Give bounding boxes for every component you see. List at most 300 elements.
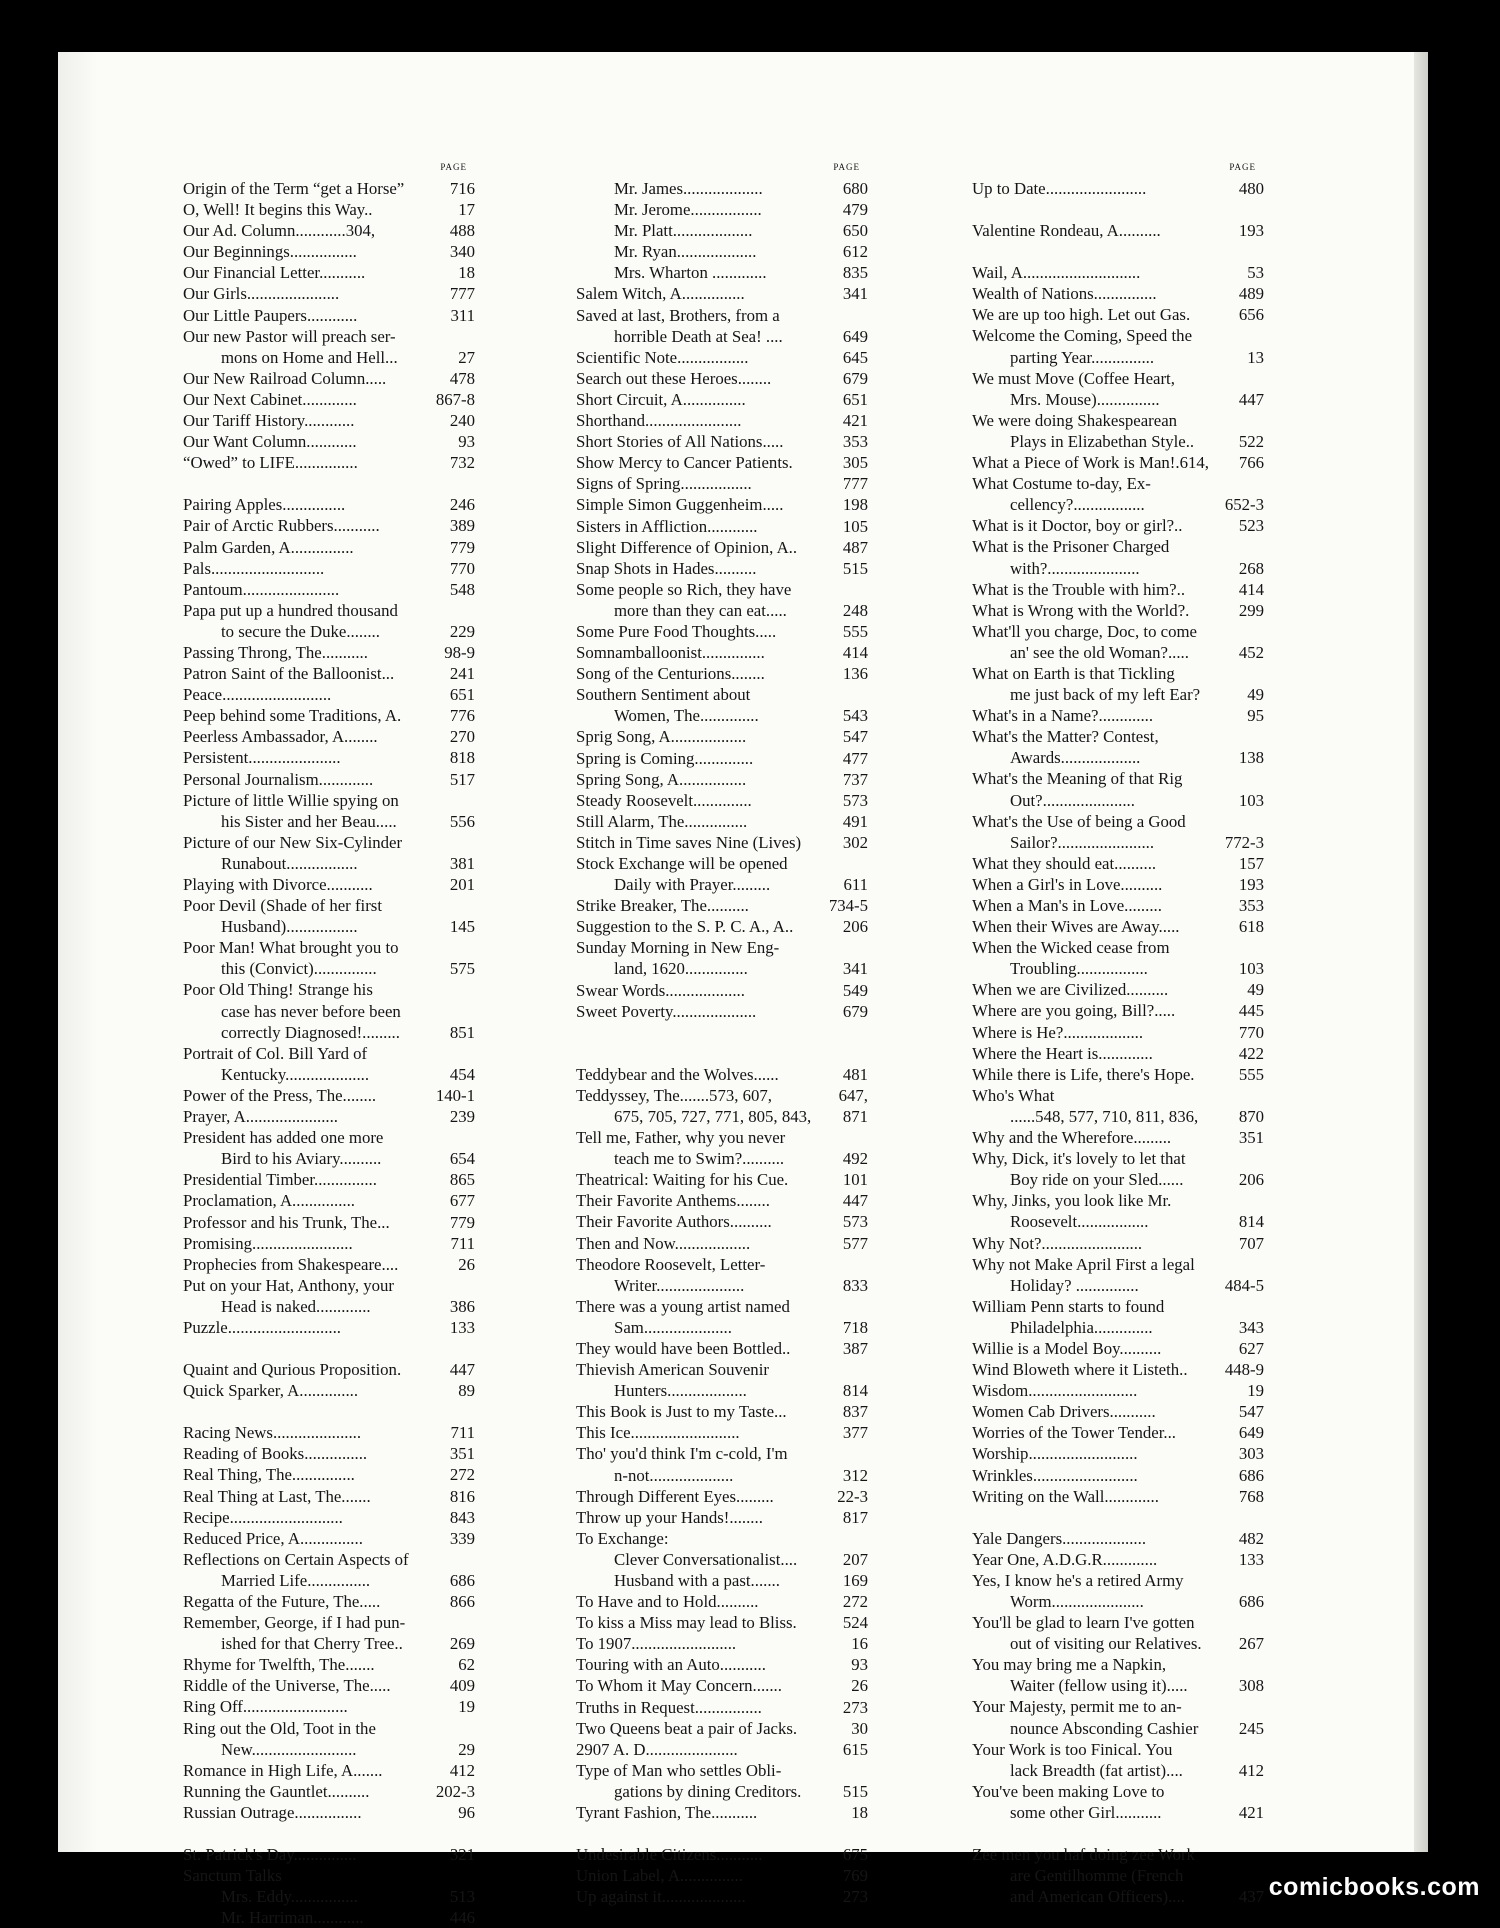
entry-title: What a Piece of Work is Man!.614, xyxy=(972,453,1209,473)
entry-title: Wail, A............................ xyxy=(972,263,1141,283)
entry-title: Willie is a Model Boy.......... xyxy=(972,1338,1162,1358)
entry-title: Search out these Heroes........ xyxy=(576,368,772,388)
index-entry xyxy=(183,410,475,431)
entry-title: Stitch in Time saves Nine (Lives) xyxy=(576,832,802,852)
entry-title: Their Favorite Anthems........ xyxy=(576,1191,770,1211)
entry-title: Union Label, A............... xyxy=(576,1866,743,1886)
entry-title: Touring with an Auto........... xyxy=(576,1655,766,1675)
entry-page-number: 202-3 xyxy=(435,1781,475,1801)
entry-title: We are up too high. Let out Gas. xyxy=(972,305,1191,325)
entry-title: This Ice.......................... xyxy=(576,1423,740,1443)
entry-title: Up to Date........................ xyxy=(972,179,1147,198)
index-entry xyxy=(972,979,1264,1000)
entry-title: What is it Doctor, boy or girl?.. xyxy=(972,516,1183,536)
entry-title: Theatrical: Waiting for his Cue. xyxy=(576,1170,789,1190)
index-entry xyxy=(576,1148,868,1169)
index-entry xyxy=(972,1886,1264,1907)
index-entry xyxy=(183,220,475,241)
index-entry xyxy=(576,410,868,431)
entry-title: Mr. Ryan................... xyxy=(614,242,757,262)
entry-title: correctly Diagnosed!......... xyxy=(221,1022,400,1042)
index-entry xyxy=(576,1570,868,1591)
index-entry xyxy=(576,832,868,853)
entry-title: Married Life............... xyxy=(221,1570,371,1590)
index-entry xyxy=(183,1127,475,1148)
entry-title: Southern Sentiment about xyxy=(576,685,751,705)
entry-title: Our Beginnings................ xyxy=(183,242,357,262)
entry-page-number: 340 xyxy=(449,242,475,262)
entry-page-number: 814 xyxy=(1238,1212,1264,1232)
entry-page-number: 770 xyxy=(1238,1022,1264,1042)
entry-title: Show Mercy to Cancer Patients. xyxy=(576,453,793,473)
index-entry xyxy=(183,1654,475,1675)
entry-title: Head is naked............. xyxy=(221,1296,371,1316)
entry-page-number: 302 xyxy=(842,832,868,852)
entry-page-number: 321 xyxy=(449,1845,475,1865)
entry-title: William Penn starts to found xyxy=(972,1296,1165,1316)
index-entry xyxy=(972,347,1264,368)
entry-page-number: 101 xyxy=(842,1170,868,1190)
index-entry xyxy=(183,747,475,768)
index-column-2 xyxy=(576,160,868,1907)
index-entry xyxy=(183,895,475,916)
entry-title: Thievish American Souvenir xyxy=(576,1360,769,1380)
index-entry xyxy=(972,1591,1264,1612)
index-entry xyxy=(576,1739,868,1760)
entry-title: Where the Heart is............. xyxy=(972,1043,1153,1063)
entry-page-number: 138 xyxy=(1238,748,1264,768)
entry-title: Why and the Wherefore......... xyxy=(972,1128,1172,1148)
entry-title: Slight Difference of Opinion, A.. xyxy=(576,537,798,557)
index-entry xyxy=(972,1085,1264,1106)
entry-title: Peerless Ambassador, A........ xyxy=(183,727,378,747)
entry-page-number: 447 xyxy=(1238,389,1264,409)
index-entry xyxy=(183,368,475,389)
entry-title: What Costume to-day, Ex- xyxy=(972,474,1151,494)
entry-title: O, Well! It begins this Way.. xyxy=(183,200,373,220)
entry-page-number: 818 xyxy=(449,748,475,768)
entry-title: Persistent...................... xyxy=(183,748,341,768)
entry-title: nounce Absconding Cashier xyxy=(1010,1718,1199,1738)
entry-page-number: 479 xyxy=(842,200,868,220)
entry-title: Poor Devil (Shade of her first xyxy=(183,896,382,916)
entry-title: You'll be glad to learn I've gotten xyxy=(972,1613,1195,1633)
entry-title: Picture of our New Six-Cylinder xyxy=(183,832,403,852)
index-entry xyxy=(576,1865,868,1886)
entry-page-number: 145 xyxy=(449,917,475,937)
index-entry xyxy=(183,1486,475,1507)
entry-page-number: 13 xyxy=(1247,347,1264,367)
index-entry xyxy=(576,558,868,579)
entry-title: Proclamation, A............... xyxy=(183,1191,355,1211)
index-entry xyxy=(972,431,1264,452)
entry-title: Our Ad. Column............304, xyxy=(183,221,376,241)
entry-page-number: 299 xyxy=(1238,600,1264,620)
entry-page-number: 686 xyxy=(1238,1592,1264,1611)
entry-page-number: 26 xyxy=(458,1254,475,1274)
entry-title: Peace.......................... xyxy=(183,685,332,705)
entry-title: This Book is Just to my Taste... xyxy=(576,1402,787,1422)
entry-page-number: 651 xyxy=(449,685,475,705)
entry-title: Recipe........................... xyxy=(183,1507,343,1527)
entry-title: To Have and to Hold.......... xyxy=(576,1592,759,1612)
entry-title: Pairing Apples............... xyxy=(183,495,346,515)
index-entry xyxy=(972,1190,1264,1211)
index-entry xyxy=(183,1380,475,1401)
index-entry xyxy=(183,431,475,452)
entry-title: Riddle of the Universe, The..... xyxy=(183,1676,391,1696)
entry-title: 675, 705, 727, 771, 805, 843, xyxy=(614,1106,812,1126)
entry-title: gations by dining Creditors. xyxy=(614,1781,802,1801)
entry-title: 2907 A. D...................... xyxy=(576,1739,738,1759)
index-entry xyxy=(576,958,868,979)
index-entry xyxy=(576,937,868,958)
page-column-header: PAGE xyxy=(1229,162,1256,172)
entry-page-number: 273 xyxy=(842,1697,868,1717)
index-entry xyxy=(576,1781,868,1802)
entry-title: Philadelphia.............. xyxy=(1010,1317,1153,1337)
entry-title: Where is He?................... xyxy=(972,1022,1144,1042)
index-entry xyxy=(576,1106,868,1127)
entry-page-number: 103 xyxy=(1238,790,1264,810)
entry-title: President has added one more xyxy=(183,1128,384,1148)
entry-gap xyxy=(183,1401,475,1422)
index-entry xyxy=(972,1675,1264,1696)
entry-title: Kentucky.................... xyxy=(221,1064,370,1084)
entry-title: What is Wrong with the World?. xyxy=(972,600,1190,620)
entry-title: Presidential Timber............... xyxy=(183,1170,377,1190)
index-entry xyxy=(576,537,868,558)
entry-title: Teddybear and the Wolves...... xyxy=(576,1064,779,1084)
entry-page-number: 680 xyxy=(842,179,868,198)
index-entry xyxy=(576,220,868,241)
entry-title: Sunday Morning in New Eng- xyxy=(576,938,780,958)
index-entry xyxy=(576,1275,868,1296)
index-entry xyxy=(183,1022,475,1043)
index-entry xyxy=(972,1528,1264,1549)
index-entry xyxy=(183,326,475,347)
entry-page-number: 412 xyxy=(449,1760,475,1780)
index-entry xyxy=(576,473,868,494)
entry-title: an' see the old Woman?..... xyxy=(1010,642,1189,662)
index-entry xyxy=(576,916,868,937)
entry-page-number: 611 xyxy=(843,875,868,895)
page-column-header: PAGE xyxy=(440,162,467,172)
entry-page-number: 240 xyxy=(449,411,475,431)
index-entry xyxy=(576,600,868,621)
index-entry xyxy=(972,1760,1264,1781)
index-entry xyxy=(183,537,475,558)
index-entry xyxy=(972,1359,1264,1380)
entry-page-number: 817 xyxy=(842,1507,868,1527)
entry-title: What'll you charge, Doc, to come xyxy=(972,621,1197,641)
index-entry xyxy=(576,663,868,684)
entry-title: Your Majesty, permit me to an- xyxy=(972,1697,1182,1717)
index-entry xyxy=(183,937,475,958)
index-entry xyxy=(576,452,868,473)
entry-title: Passing Throng, The........... xyxy=(183,642,368,662)
entry-page-number: 414 xyxy=(1238,579,1264,599)
index-entry xyxy=(576,1465,868,1486)
entry-page-number: 241 xyxy=(449,664,475,684)
index-entry xyxy=(183,305,475,326)
index-entry xyxy=(183,1212,475,1233)
index-entry xyxy=(972,874,1264,895)
entry-page-number: 814 xyxy=(842,1381,868,1401)
entry-title: Husband with a past....... xyxy=(614,1571,780,1590)
entry-title: What's the Matter? Contest, xyxy=(972,727,1159,747)
index-entry xyxy=(576,1233,868,1254)
index-entry xyxy=(972,1633,1264,1654)
entry-title: Valentine Rondeau, A.......... xyxy=(972,221,1161,241)
index-entry xyxy=(972,621,1264,642)
index-entry xyxy=(972,536,1264,557)
entry-page-number: 645 xyxy=(842,347,868,367)
entry-page-number: 575 xyxy=(449,959,475,979)
index-entry xyxy=(576,1380,868,1401)
entry-title: Puzzle........................... xyxy=(183,1317,342,1337)
entry-title: Sprig Song, A.................. xyxy=(576,727,747,747)
entry-title: Poor Man! What brought you to xyxy=(183,938,399,958)
entry-title: Strike Breaker, The.......... xyxy=(576,896,749,916)
index-entry xyxy=(576,178,868,199)
entry-page-number: 29 xyxy=(458,1739,475,1759)
index-entry xyxy=(972,1106,1264,1127)
entry-page-number: 414 xyxy=(842,643,868,663)
entry-title: Writing on the Wall............. xyxy=(972,1486,1159,1506)
entry-page-number: 615 xyxy=(842,1739,868,1759)
index-entry xyxy=(576,811,868,832)
entry-title: Poor Old Thing! Strange his xyxy=(183,980,373,1000)
entry-page-number: 239 xyxy=(449,1107,475,1127)
entry-page-number: 543 xyxy=(842,706,868,726)
entry-title: Tyrant Fashion, The........... xyxy=(576,1803,758,1823)
index-entry xyxy=(183,1359,475,1380)
entry-page-number: 649 xyxy=(842,326,868,346)
index-entry xyxy=(183,1169,475,1190)
entry-title: Year One, A.D.G.R............. xyxy=(972,1549,1158,1569)
entry-page-number: 555 xyxy=(842,621,868,641)
index-entry xyxy=(576,1169,868,1190)
entry-page-number: 515 xyxy=(842,558,868,578)
entry-title: Snap Shots in Hades.......... xyxy=(576,558,757,578)
entry-title: To 1907......................... xyxy=(576,1634,737,1654)
index-entry xyxy=(972,1739,1264,1760)
entry-page-number: 305 xyxy=(842,453,868,473)
index-entry xyxy=(183,1422,475,1443)
entry-page-number: 201 xyxy=(449,875,475,894)
index-entry xyxy=(972,1000,1264,1021)
entry-page-number: 343 xyxy=(1238,1317,1264,1337)
entry-page-number: 18 xyxy=(458,263,475,283)
entry-title: Sisters in Affliction............ xyxy=(576,516,758,536)
index-entry xyxy=(576,1612,868,1633)
index-entry xyxy=(183,1844,475,1865)
entry-title: Wisdom.......................... xyxy=(972,1381,1138,1401)
entry-page-number: 652-3 xyxy=(1224,495,1264,515)
entry-page-number: 193 xyxy=(1238,221,1264,241)
entry-title: Simple Simon Guggenheim..... xyxy=(576,495,784,515)
index-entry xyxy=(183,642,475,663)
entry-page-number: 421 xyxy=(1238,1802,1264,1822)
index-entry xyxy=(576,347,868,368)
entry-title: Their Favorite Authors.......... xyxy=(576,1212,772,1232)
entry-title: Through Different Eyes......... xyxy=(576,1486,774,1506)
index-entry xyxy=(972,178,1264,199)
entry-title: They would have been Bottled.. xyxy=(576,1338,791,1358)
index-entry xyxy=(576,1633,868,1654)
entry-page-number: 522 xyxy=(1238,431,1264,451)
index-entry xyxy=(183,1254,475,1275)
entry-title: When a Girl's in Love.......... xyxy=(972,874,1163,894)
index-entry xyxy=(576,1190,868,1211)
index-entry xyxy=(576,368,868,389)
index-entry xyxy=(972,368,1264,389)
entry-title: Why not Make April First a legal xyxy=(972,1254,1195,1274)
index-entry xyxy=(576,1591,868,1612)
entry-title: What is the Prisoner Charged xyxy=(972,537,1170,557)
entry-title: Our New Railroad Column..... xyxy=(183,368,387,388)
index-entry xyxy=(972,558,1264,579)
index-entry xyxy=(576,241,868,262)
entry-title: Pantoum....................... xyxy=(183,579,340,599)
entry-title: out of visiting our Relatives. xyxy=(1010,1634,1202,1654)
index-entry xyxy=(183,958,475,979)
index-entry xyxy=(183,1760,475,1781)
entry-gap xyxy=(972,1823,1264,1844)
index-entry xyxy=(183,1464,475,1485)
entry-title: Shorthand....................... xyxy=(576,411,742,431)
index-entry xyxy=(183,1317,475,1338)
index-entry xyxy=(972,1612,1264,1633)
index-entry xyxy=(183,621,475,642)
entry-title: land, 1620............... xyxy=(614,959,748,979)
entry-page-number: 445 xyxy=(1238,1001,1264,1021)
index-entry xyxy=(576,326,868,347)
index-entry xyxy=(183,705,475,726)
entry-title: Theodore Roosevelt, Letter- xyxy=(576,1254,766,1274)
index-entry xyxy=(576,1064,868,1085)
index-entry xyxy=(183,558,475,579)
index-entry xyxy=(576,980,868,1001)
entry-title: Real Thing, The............... xyxy=(183,1465,355,1485)
index-entry xyxy=(972,283,1264,304)
index-entry xyxy=(576,1001,868,1022)
entry-page-number: 776 xyxy=(449,706,475,726)
index-entry xyxy=(183,1570,475,1591)
entry-page-number: 484-5 xyxy=(1224,1275,1264,1295)
index-entry xyxy=(576,1338,868,1359)
entry-title: Saved at last, Brothers, from a xyxy=(576,305,780,325)
index-entry xyxy=(183,1739,475,1760)
entry-title: Mrs. Eddy................ xyxy=(221,1887,358,1907)
index-entry xyxy=(183,1148,475,1169)
index-entry xyxy=(972,1781,1264,1802)
index-entry xyxy=(576,748,868,769)
entry-page-number: 19 xyxy=(1247,1381,1264,1401)
entry-page-number: 627 xyxy=(1238,1338,1264,1358)
index-entry xyxy=(576,642,868,663)
entry-page-number: 651 xyxy=(842,389,868,409)
entry-title: are Gentilhomme (French xyxy=(1010,1866,1184,1886)
entry-page-number: 452 xyxy=(1238,642,1264,662)
index-entry xyxy=(183,979,475,1000)
entry-page-number: 206 xyxy=(842,917,868,937)
entry-title: Remember, George, if I had pun- xyxy=(183,1613,406,1633)
entry-title: To Whom it May Concern....... xyxy=(576,1676,782,1696)
entry-title: more than they can eat..... xyxy=(614,600,787,620)
entry-title: Our Financial Letter........... xyxy=(183,263,366,283)
index-entry xyxy=(972,1486,1264,1507)
index-entry xyxy=(972,642,1264,663)
index-entry xyxy=(576,1359,868,1380)
entry-page-number: 656 xyxy=(1238,305,1264,325)
entry-page-number: 351 xyxy=(1238,1128,1264,1148)
entry-page-number: 833 xyxy=(842,1275,868,1295)
entry-title: Waiter (fellow using it)..... xyxy=(1010,1676,1188,1696)
index-entry xyxy=(576,621,868,642)
entry-title: When their Wives are Away..... xyxy=(972,917,1180,937)
entry-title: Reflections on Certain Aspects of xyxy=(183,1549,409,1569)
entry-title: Where are you going, Bill?..... xyxy=(972,1001,1176,1021)
index-entry xyxy=(183,1296,475,1317)
entry-page-number: 779 xyxy=(449,537,475,557)
entry-title: What's the Use of being a Good xyxy=(972,811,1186,831)
entry-title: Why, Dick, it's lovely to let that xyxy=(972,1149,1186,1169)
index-entry xyxy=(576,1211,868,1232)
entry-page-number: 448-9 xyxy=(1224,1360,1264,1380)
index-entry xyxy=(183,1528,475,1549)
entry-page-number: 207 xyxy=(842,1549,868,1569)
index-entry xyxy=(576,853,868,874)
entry-title: Prayer, A...................... xyxy=(183,1107,339,1127)
entry-page-number: 707 xyxy=(1238,1233,1264,1253)
entry-title: horrible Death at Sea! .... xyxy=(614,326,783,346)
index-entry xyxy=(972,832,1264,853)
entry-page-number: 487 xyxy=(842,537,868,557)
entry-title: case has never before been xyxy=(221,1001,401,1021)
entry-title: Personal Journalism............. xyxy=(183,769,374,789)
index-entry xyxy=(576,705,868,726)
entry-title: Zee men you haf doing zee Work xyxy=(972,1845,1195,1865)
entry-title: “Owed” to LIFE............... xyxy=(183,453,358,473)
entry-title: Clever Conversationalist.... xyxy=(614,1549,798,1569)
index-entry xyxy=(972,1465,1264,1486)
entry-title: Picture of little Willie spying on xyxy=(183,790,399,810)
index-entry xyxy=(972,1401,1264,1422)
entry-title: Pair of Arctic Rubbers........... xyxy=(183,516,380,536)
entry-page-number: 488 xyxy=(449,221,475,241)
entry-page-number: 837 xyxy=(842,1402,868,1422)
entry-page-number: 22-3 xyxy=(837,1486,868,1506)
entry-title: Our new Pastor will preach ser- xyxy=(183,326,396,346)
entry-page-number: 547 xyxy=(1238,1402,1264,1422)
entry-title: me just back of my left Ear? xyxy=(1010,685,1201,705)
entry-title: St. Patrick's Day............... xyxy=(183,1845,357,1865)
index-entry xyxy=(972,1865,1264,1886)
index-entry xyxy=(972,325,1264,346)
entry-title: To Exchange: xyxy=(576,1528,669,1548)
index-entry xyxy=(972,1443,1264,1464)
entry-page-number: 246 xyxy=(449,495,475,515)
index-entry xyxy=(576,1507,868,1528)
entry-page-number: 489 xyxy=(1238,284,1264,304)
entry-page-number: 62 xyxy=(458,1655,475,1675)
entry-gap xyxy=(576,1823,868,1844)
index-entry xyxy=(972,1844,1264,1865)
entry-title: Portrait of Col. Bill Yard of xyxy=(183,1043,368,1063)
entry-title: When the Wicked cease from xyxy=(972,938,1170,958)
